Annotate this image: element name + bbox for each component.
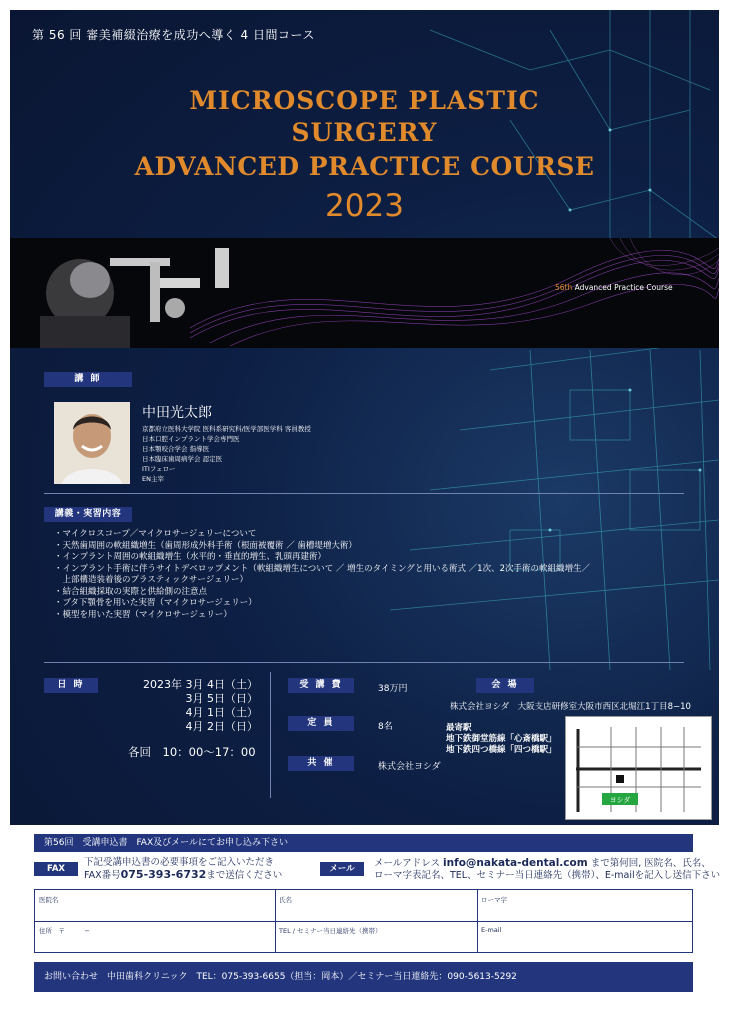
course-year: 2023 <box>325 188 404 224</box>
list-item: ・インプラント周囲の軟組織増生（水平的・垂直的増生、乳頭再建術） <box>54 552 327 562</box>
course-content-label: 講義・実習内容 <box>44 507 132 522</box>
email-field[interactable]: E-mail <box>481 926 502 934</box>
credential-item: ITIフェロー <box>142 465 176 473</box>
venue-map <box>565 716 712 820</box>
roman-name-field[interactable]: ローマ字 <box>481 896 507 904</box>
course-content-list <box>54 529 590 621</box>
fax-number: 075-393-6732 <box>120 868 207 881</box>
sponsor-label: 共 催 <box>288 756 354 771</box>
capacity-value: 8名 <box>378 722 393 732</box>
title-line-3: ADVANCED PRACTICE COURSE <box>134 152 595 181</box>
credential-item: 日本口腔インプラント学会専門医 <box>142 435 240 443</box>
form-heading: 第56回 受講申込書 FAX及びメールにてお申し込み下さい <box>34 834 693 852</box>
venue-address: 株式会社ヨシダ 大阪支店研修室大阪市西区北堀江1丁目8−10 <box>450 702 691 712</box>
address-field[interactable]: 住所 〒 − <box>39 927 90 935</box>
date-item: 4月 2日（日） <box>185 720 258 733</box>
lecturer-name: 中田光太郎 <box>142 405 212 421</box>
list-item: ・模型を用いた実習（マイクロサージェリー） <box>54 609 232 620</box>
station-heading: 最寄駅 <box>446 723 472 733</box>
station-line: 地下鉄御堂筋線「心斎橋駅」 <box>446 734 557 744</box>
station-info <box>446 723 557 756</box>
date-item: 3月 5日（日） <box>185 692 258 705</box>
credential-item: 日本臨床歯周病学会 認定医 <box>142 455 223 463</box>
list-item: ・ブタ下顎骨を用いた実習（マイクロサージェリー） <box>54 598 257 608</box>
credential-item: 日本顎咬合学会 指導医 <box>142 445 210 453</box>
divider <box>44 493 684 494</box>
title-line-2: SURGERY <box>291 118 438 147</box>
sponsor-value: 株式会社ヨシダ <box>378 762 441 772</box>
name-field[interactable]: 氏名 <box>279 896 292 904</box>
schedule-time: 各回 10：00〜17：00 <box>128 745 256 759</box>
mail-tag: メール <box>320 862 364 876</box>
list-item: ・インプラント手術に伴うサイトデベロップメント（軟組織増生について ／ 増生のタイミングと用いる術式 ／1次、2次手術の軟組織増生／ <box>54 563 590 574</box>
list-item: 上部構造装着後のプラスティックサージェリー） <box>54 575 249 585</box>
date-item: 4月 1日（土） <box>185 706 258 719</box>
capacity-label: 定 員 <box>288 716 354 731</box>
venue-label: 会 場 <box>476 678 534 693</box>
application-form-table <box>34 889 693 953</box>
course-subtitle: 第 56 回 審美補綴治療を成功へ導く 4 日間コース <box>32 28 315 42</box>
divider <box>44 662 684 663</box>
poster <box>10 10 719 825</box>
lecturer-photo <box>54 402 130 484</box>
list-item: ・天然歯周囲の軟組織増生（歯周形成外科手術（根面被覆術 ／ 歯槽堤増大術） <box>54 540 357 551</box>
contact-footer: お問い合わせ 中田歯科クリニック TEL：075-393-6655（担当：岡本）／セミナー当日連絡先：090-5613-5292 <box>34 962 693 992</box>
banner-caption: 56th Advanced Practice Course <box>555 283 673 292</box>
map-brand: ヨシダ <box>609 796 631 804</box>
schedule-dates <box>140 678 258 734</box>
schedule-label: 日 時 <box>44 678 98 693</box>
mail-instructions: メールアドレス info@nakata-dental.com まで第何回, 医院名、氏名、 ローマ字表記名、TEL、セミナー当日連絡先（携帯）、E-mailを記入し送信下さい <box>374 857 721 881</box>
credential-item: 京都府立医科大学院 医科系研究科/医学部医学科 客員教授 <box>142 425 311 433</box>
mail-address[interactable]: info@nakata-dental.com <box>443 857 588 869</box>
banner-photo <box>10 238 719 348</box>
list-item: ・結合組織採取の実際と供給側の注意点 <box>54 586 208 597</box>
fax-tag: FAX <box>34 862 78 876</box>
fax-instructions: 下記受講申込書の必要事項をご記入いただき FAX番号075-393-6732まで送信ください <box>84 857 283 881</box>
fee-value: 38万円 <box>378 684 408 694</box>
tel-field[interactable]: TEL / セミナー当日連絡先（携帯） <box>279 927 382 935</box>
date-item: 2023年 3月 4日（土） <box>143 678 258 691</box>
fee-label: 受 講 費 <box>288 678 354 693</box>
clinic-field[interactable]: 医院名 <box>39 896 59 904</box>
station-line: 地下鉄四つ橋線「四つ橋駅」 <box>446 745 557 755</box>
list-item: ・マイクロスコープ／マイクロサージェリーについて <box>54 529 257 539</box>
lecturer-label: 講 師 <box>44 372 132 387</box>
title-line-1: MICROSCOPE PLASTIC <box>189 86 540 115</box>
lecturer-credentials <box>142 424 311 484</box>
divider <box>270 672 271 798</box>
credential-item: EN主宰 <box>142 475 164 483</box>
